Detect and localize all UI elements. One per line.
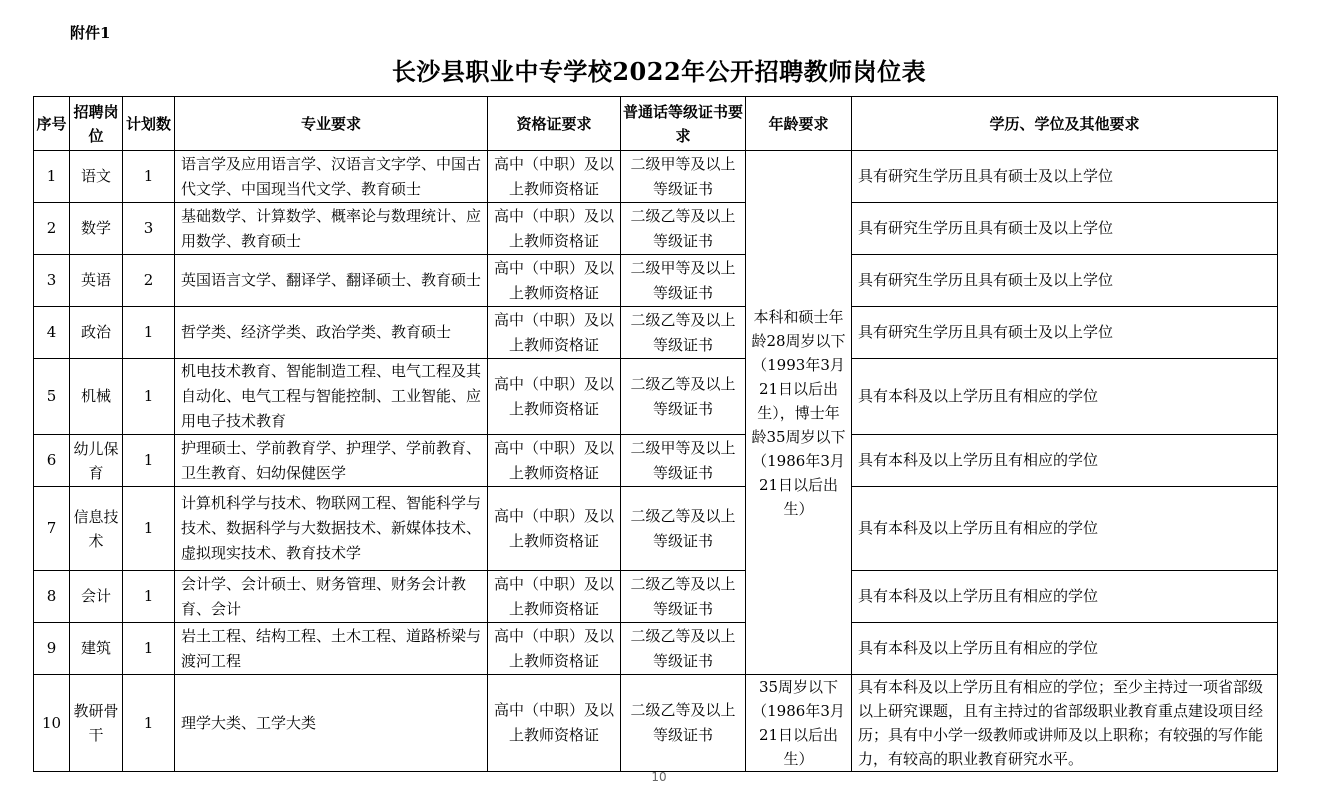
cell-no: 6 [34, 435, 70, 487]
table-row [34, 435, 1278, 487]
cell-post: 数学 [70, 203, 123, 255]
cell-cert: 高中（中职）及以上教师资格证 [488, 623, 621, 675]
cell-post: 教研骨干 [70, 675, 123, 772]
cell-plan: 3 [123, 203, 175, 255]
cell-plan: 1 [123, 435, 175, 487]
cell-major: 基础数学、计算数学、概率论与数理统计、应用数学、教育硕士 [175, 203, 488, 255]
cell-major: 理学大类、工学大类 [175, 675, 488, 772]
cell-plan: 1 [123, 359, 175, 435]
attachment-label: 附件1 [70, 24, 111, 42]
header-no: 序号 [34, 97, 70, 151]
table-header-row [34, 97, 1278, 151]
cell-no: 1 [34, 151, 70, 203]
recruitment-table [33, 96, 1278, 772]
cell-edu: 具有本科及以上学历且有相应的学位 [852, 435, 1278, 487]
table-row [34, 487, 1278, 571]
cell-no: 10 [34, 675, 70, 772]
cell-cert: 高中（中职）及以上教师资格证 [488, 359, 621, 435]
cell-mandarin: 二级甲等及以上等级证书 [621, 255, 746, 307]
cell-cert: 高中（中职）及以上教师资格证 [488, 203, 621, 255]
cell-post: 英语 [70, 255, 123, 307]
table-row [34, 151, 1278, 203]
cell-age-shared: 本科和硕士年龄28周岁以下（1993年3月21日以后出生），博士年龄35周岁以下（1986年3月21日以后出生） [746, 151, 852, 675]
header-age: 年龄要求 [746, 97, 852, 151]
cell-age: 35周岁以下（1986年3月21日以后出生） [746, 675, 852, 772]
cell-plan: 2 [123, 255, 175, 307]
cell-cert: 高中（中职）及以上教师资格证 [488, 487, 621, 571]
cell-mandarin: 二级乙等及以上等级证书 [621, 623, 746, 675]
cell-major: 会计学、会计硕士、财务管理、财务会计教育、会计 [175, 571, 488, 623]
cell-cert: 高中（中职）及以上教师资格证 [488, 435, 621, 487]
cell-major: 英国语言文学、翻译学、翻译硕士、教育硕士 [175, 255, 488, 307]
header-plan: 计划数 [123, 97, 175, 151]
cell-cert: 高中（中职）及以上教师资格证 [488, 571, 621, 623]
cell-major: 机电技术教育、智能制造工程、电气工程及其自动化、电气工程与智能控制、工业智能、应用电子技术教育 [175, 359, 488, 435]
cell-post: 语文 [70, 151, 123, 203]
cell-mandarin: 二级乙等及以上等级证书 [621, 675, 746, 772]
cell-post: 建筑 [70, 623, 123, 675]
cell-mandarin: 二级乙等及以上等级证书 [621, 487, 746, 571]
table-row [34, 255, 1278, 307]
cell-edu: 具有本科及以上学历且有相应的学位 [852, 359, 1278, 435]
cell-mandarin: 二级乙等及以上等级证书 [621, 571, 746, 623]
cell-plan: 1 [123, 307, 175, 359]
cell-cert: 高中（中职）及以上教师资格证 [488, 255, 621, 307]
header-major: 专业要求 [175, 97, 488, 151]
cell-major: 护理硕士、学前教育学、护理学、学前教育、卫生教育、妇幼保健医学 [175, 435, 488, 487]
cell-mandarin: 二级甲等及以上等级证书 [621, 151, 746, 203]
cell-edu: 具有研究生学历且具有硕士及以上学位 [852, 151, 1278, 203]
table-row [34, 623, 1278, 675]
cell-edu: 具有本科及以上学历且有相应的学位；至少主持过一项省部级以上研究课题，且有主持过的省部级职业教育重点建设项目经历；具有中小学一级教师或讲师及以上职称；有较强的写作能力，有较高的职业教育研究水平。 [852, 675, 1278, 772]
cell-major: 岩土工程、结构工程、土木工程、道路桥梁与渡河工程 [175, 623, 488, 675]
cell-mandarin: 二级甲等及以上等级证书 [621, 435, 746, 487]
cell-major: 哲学类、经济学类、政治学类、教育硕士 [175, 307, 488, 359]
cell-post: 会计 [70, 571, 123, 623]
header-post: 招聘岗位 [70, 97, 123, 151]
cell-cert: 高中（中职）及以上教师资格证 [488, 675, 621, 772]
page-number: 10 [651, 770, 667, 784]
cell-edu: 具有本科及以上学历且有相应的学位 [852, 571, 1278, 623]
header-cert: 资格证要求 [488, 97, 621, 151]
cell-edu: 具有本科及以上学历且有相应的学位 [852, 487, 1278, 571]
cell-no: 2 [34, 203, 70, 255]
table-row [34, 359, 1278, 435]
cell-no: 5 [34, 359, 70, 435]
cell-mandarin: 二级乙等及以上等级证书 [621, 307, 746, 359]
cell-plan: 1 [123, 623, 175, 675]
cell-mandarin: 二级乙等及以上等级证书 [621, 203, 746, 255]
table-row [34, 675, 1278, 772]
cell-no: 9 [34, 623, 70, 675]
cell-post: 信息技术 [70, 487, 123, 571]
document-title: 长沙县职业中专学校2022年公开招聘教师岗位表 [391, 57, 927, 86]
cell-plan: 1 [123, 675, 175, 772]
cell-plan: 1 [123, 151, 175, 203]
header-mandarin: 普通话等级证书要求 [621, 97, 746, 151]
cell-edu: 具有研究生学历且具有硕士及以上学位 [852, 203, 1278, 255]
table-row [34, 307, 1278, 359]
cell-edu: 具有研究生学历且具有硕士及以上学位 [852, 307, 1278, 359]
cell-major: 计算机科学与技术、物联网工程、智能科学与技术、数据科学与大数据技术、新媒体技术、虚拟现实技术、教育技术学 [175, 487, 488, 571]
cell-cert: 高中（中职）及以上教师资格证 [488, 151, 621, 203]
table-row [34, 203, 1278, 255]
cell-plan: 1 [123, 487, 175, 571]
cell-major: 语言学及应用语言学、汉语言文字学、中国古代文学、中国现当代文学、教育硕士 [175, 151, 488, 203]
cell-mandarin: 二级乙等及以上等级证书 [621, 359, 746, 435]
cell-no: 3 [34, 255, 70, 307]
cell-post: 机械 [70, 359, 123, 435]
cell-cert: 高中（中职）及以上教师资格证 [488, 307, 621, 359]
cell-edu: 具有本科及以上学历且有相应的学位 [852, 623, 1278, 675]
header-edu: 学历、学位及其他要求 [852, 97, 1278, 151]
cell-no: 8 [34, 571, 70, 623]
cell-edu: 具有研究生学历且具有硕士及以上学位 [852, 255, 1278, 307]
cell-plan: 1 [123, 571, 175, 623]
cell-no: 7 [34, 487, 70, 571]
cell-post: 政治 [70, 307, 123, 359]
cell-no: 4 [34, 307, 70, 359]
table-row [34, 571, 1278, 623]
cell-post: 幼儿保育 [70, 435, 123, 487]
